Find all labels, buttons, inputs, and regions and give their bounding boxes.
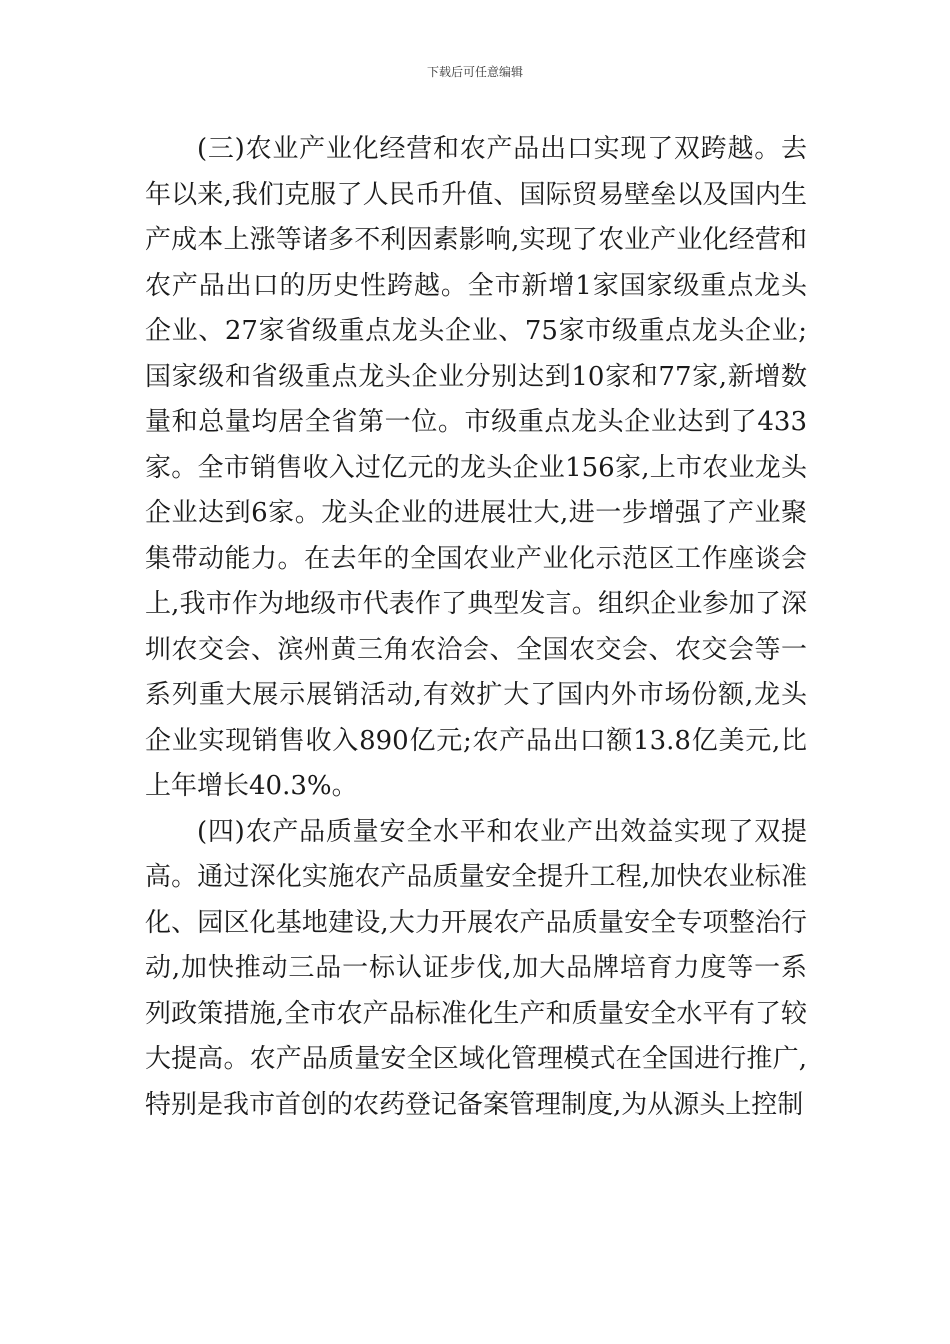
document-body xyxy=(145,127,807,1128)
paragraph-section-4: (四)农产品质量安全水平和农业产出效益实现了双提高。通过深化实施农产品质量安全提升工程,加快农业标准化、园区化基地建设,大力开展农产品质量安全专项整治行动,加快推动三品一标认证步伐,加大品牌培育力度等一系列政策措施,全市农产品标准化生产和质量安全水平有了较大提高。农产品质量安全区域化管理模式在全国进行推广,特别是我市首创的农药登记备案管理制度,为从源头上控制 xyxy=(145,816,807,1120)
paragraph-section-3: (三)农业产业化经营和农产品出口实现了双跨越。去年以来,我们克服了人民币升值、国际贸易壁垒以及国内生产成本上涨等诸多不利因素影响,实现了农业产业化经营和农产品出口的历史性跨越。全市新增1家国家级重点龙头企业、27家省级重点龙头企业、75家市级重点龙头企业;国家级和省级重点龙头企业分别达到10家和77家,新增数量和总量均居全省第一位。市级重点龙头企业达到了433家。全市销售收入过亿元的龙头企业156家,上市农业龙头企业达到6家。龙头企业的进展壮大,进一步增强了产业聚集带动能力。在去年的全国农业产业化示范区工作座谈会上,我市作为地级市代表作了典型发言。组织企业参加了深圳农交会、滨州黄三角农洽会、全国农交会、农交会等一系列重大展示展销活动,有效扩大了国内外市场份额,龙头企业实现销售收入890亿元;农产品出口额13.8亿美元,比上年增长40.3%。 xyxy=(145,134,807,801)
page-header: 下载后可任意编辑 xyxy=(426,65,523,79)
